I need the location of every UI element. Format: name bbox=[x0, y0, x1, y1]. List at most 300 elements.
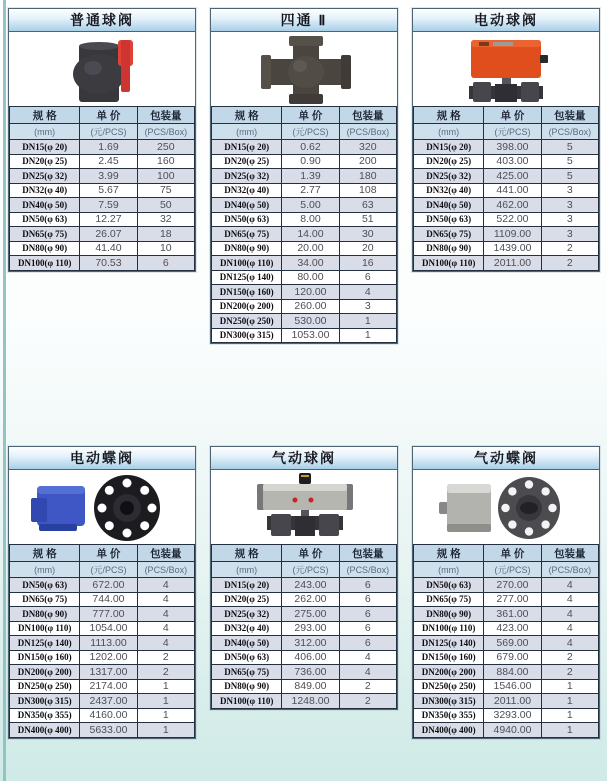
table-row bbox=[212, 227, 397, 242]
table-row bbox=[212, 314, 397, 329]
qty-cell: 4 bbox=[541, 607, 598, 622]
price-cell: 41.40 bbox=[80, 241, 137, 256]
electric-butterfly-valve-image bbox=[9, 470, 195, 544]
spec-cell: DN80(φ 90) bbox=[10, 241, 80, 256]
price-cell: 423.00 bbox=[484, 621, 541, 636]
spec-cell: DN80(φ 90) bbox=[212, 241, 282, 256]
table-row bbox=[10, 169, 195, 184]
table-row bbox=[414, 665, 599, 680]
spec-unit-header: (mm) bbox=[414, 124, 484, 140]
qty-unit-header: (PCS/Box) bbox=[339, 124, 396, 140]
spec-cell: DN125(φ 140) bbox=[10, 636, 80, 651]
qty-cell: 2 bbox=[541, 256, 598, 271]
qty-cell: 6 bbox=[339, 607, 396, 622]
table-row bbox=[10, 154, 195, 169]
qty-column-header: 包装量 bbox=[137, 107, 194, 124]
qty-cell: 3 bbox=[541, 198, 598, 213]
spec-cell: DN400(φ 400) bbox=[10, 723, 80, 738]
spec-cell: DN100(φ 110) bbox=[414, 256, 484, 271]
price-cell: 672.00 bbox=[80, 578, 137, 593]
panel-title: 电动球阀 bbox=[413, 9, 599, 32]
table-row bbox=[414, 198, 599, 213]
qty-unit-header: (PCS/Box) bbox=[541, 124, 598, 140]
price-cell: 530.00 bbox=[282, 314, 339, 329]
qty-cell: 6 bbox=[339, 270, 396, 285]
qty-cell: 1 bbox=[137, 708, 194, 723]
spec-column-header: 规 格 bbox=[10, 545, 80, 562]
spec-unit-header: (mm) bbox=[212, 562, 282, 578]
table-row bbox=[10, 708, 195, 723]
qty-cell: 1 bbox=[339, 314, 396, 329]
price-cell: 1202.00 bbox=[80, 650, 137, 665]
price-cell: 1.69 bbox=[80, 140, 137, 155]
product-photo bbox=[413, 32, 599, 106]
spec-cell: DN20(φ 25) bbox=[414, 154, 484, 169]
qty-cell: 32 bbox=[137, 212, 194, 227]
qty-cell: 6 bbox=[339, 621, 396, 636]
price-cell: 5.00 bbox=[282, 198, 339, 213]
spec-cell: DN200(φ 200) bbox=[10, 665, 80, 680]
table-row bbox=[10, 241, 195, 256]
spec-cell: DN350(φ 355) bbox=[10, 708, 80, 723]
table-row bbox=[414, 708, 599, 723]
qty-cell: 3 bbox=[339, 299, 396, 314]
spec-cell: DN250(φ 250) bbox=[10, 679, 80, 694]
qty-cell: 51 bbox=[339, 212, 396, 227]
qty-cell: 4 bbox=[339, 665, 396, 680]
panel-pneumatic-ball-valve bbox=[210, 446, 398, 710]
qty-column-header: 包装量 bbox=[541, 107, 598, 124]
panel-electric-ball-valve bbox=[412, 8, 600, 272]
table-row bbox=[212, 212, 397, 227]
table-row bbox=[414, 607, 599, 622]
panel-ordinary-ball-valve bbox=[8, 8, 196, 272]
price-unit-header: (元/PCS) bbox=[282, 562, 339, 578]
spec-cell: DN125(φ 140) bbox=[212, 270, 282, 285]
qty-cell: 1 bbox=[541, 694, 598, 709]
spec-cell: DN65(φ 75) bbox=[414, 592, 484, 607]
spec-cell: DN65(φ 75) bbox=[414, 227, 484, 242]
spec-cell: DN50(φ 63) bbox=[212, 212, 282, 227]
price-cell: 34.00 bbox=[282, 256, 339, 271]
spec-cell: DN350(φ 355) bbox=[414, 708, 484, 723]
qty-cell: 100 bbox=[137, 169, 194, 184]
pneumatic-butterfly-valve-image bbox=[413, 470, 599, 544]
table-row bbox=[212, 592, 397, 607]
table-row bbox=[212, 198, 397, 213]
spec-cell: DN65(φ 75) bbox=[212, 665, 282, 680]
price-table bbox=[413, 106, 599, 271]
qty-column-header: 包装量 bbox=[339, 107, 396, 124]
pneumatic-ball-valve-image bbox=[211, 470, 397, 544]
qty-unit-header: (PCS/Box) bbox=[339, 562, 396, 578]
qty-cell: 1 bbox=[541, 679, 598, 694]
qty-cell: 6 bbox=[339, 578, 396, 593]
price-cell: 425.00 bbox=[484, 169, 541, 184]
qty-unit-header: (PCS/Box) bbox=[137, 562, 194, 578]
spec-cell: DN25(φ 32) bbox=[10, 169, 80, 184]
spec-cell: DN65(φ 75) bbox=[212, 227, 282, 242]
price-cell: 262.00 bbox=[282, 592, 339, 607]
table-row bbox=[212, 140, 397, 155]
spec-cell: DN100(φ 110) bbox=[212, 256, 282, 271]
qty-column-header: 包装量 bbox=[541, 545, 598, 562]
price-unit-header: (元/PCS) bbox=[80, 562, 137, 578]
table-row bbox=[212, 169, 397, 184]
price-table bbox=[211, 544, 397, 709]
panel-electric-butterfly-valve bbox=[8, 446, 196, 739]
qty-cell: 5 bbox=[541, 169, 598, 184]
spec-cell: DN50(φ 63) bbox=[10, 578, 80, 593]
table-row bbox=[414, 578, 599, 593]
spec-cell: DN40(φ 50) bbox=[10, 198, 80, 213]
spec-cell: DN40(φ 50) bbox=[212, 198, 282, 213]
qty-cell: 5 bbox=[541, 154, 598, 169]
table-row bbox=[414, 694, 599, 709]
panel-title: 气动球阀 bbox=[211, 447, 397, 470]
spec-cell: DN80(φ 90) bbox=[414, 241, 484, 256]
spec-cell: DN25(φ 32) bbox=[212, 607, 282, 622]
spec-cell: DN250(φ 250) bbox=[212, 314, 282, 329]
qty-cell: 6 bbox=[137, 256, 194, 271]
table-row bbox=[212, 621, 397, 636]
price-cell: 406.00 bbox=[282, 650, 339, 665]
qty-cell: 6 bbox=[339, 636, 396, 651]
qty-cell: 2 bbox=[339, 679, 396, 694]
price-cell: 277.00 bbox=[484, 592, 541, 607]
price-cell: 3293.00 bbox=[484, 708, 541, 723]
price-cell: 1054.00 bbox=[80, 621, 137, 636]
panel-pneumatic-butterfly-valve bbox=[412, 446, 600, 739]
qty-cell: 4 bbox=[137, 621, 194, 636]
table-row bbox=[212, 154, 397, 169]
electric-ball-valve-image bbox=[413, 32, 599, 106]
table-row bbox=[212, 650, 397, 665]
price-unit-header: (元/PCS) bbox=[484, 124, 541, 140]
product-photo bbox=[211, 32, 397, 106]
price-cell: 8.00 bbox=[282, 212, 339, 227]
qty-cell: 4 bbox=[137, 592, 194, 607]
four-way-fitting-image bbox=[211, 32, 397, 106]
spec-cell: DN100(φ 110) bbox=[414, 621, 484, 636]
spec-cell: DN40(φ 50) bbox=[212, 636, 282, 651]
price-cell: 1109.00 bbox=[484, 227, 541, 242]
qty-cell: 1 bbox=[339, 328, 396, 343]
table-row bbox=[212, 270, 397, 285]
qty-cell: 1 bbox=[541, 723, 598, 738]
price-cell: 2174.00 bbox=[80, 679, 137, 694]
table-row bbox=[10, 212, 195, 227]
price-cell: 2011.00 bbox=[484, 694, 541, 709]
qty-cell: 50 bbox=[137, 198, 194, 213]
spec-cell: DN50(φ 63) bbox=[414, 578, 484, 593]
price-cell: 2.45 bbox=[80, 154, 137, 169]
qty-cell: 63 bbox=[339, 198, 396, 213]
table-row bbox=[10, 621, 195, 636]
price-cell: 884.00 bbox=[484, 665, 541, 680]
qty-cell: 160 bbox=[137, 154, 194, 169]
spec-cell: DN100(φ 110) bbox=[10, 256, 80, 271]
qty-column-header: 包装量 bbox=[137, 545, 194, 562]
table-row bbox=[10, 723, 195, 738]
spec-cell: DN65(φ 75) bbox=[10, 592, 80, 607]
spec-cell: DN80(φ 90) bbox=[212, 679, 282, 694]
table-row bbox=[10, 694, 195, 709]
panel-title: 普通球阀 bbox=[9, 9, 195, 32]
price-cell: 1439.00 bbox=[484, 241, 541, 256]
qty-cell: 4 bbox=[541, 592, 598, 607]
spec-cell: DN32(φ 40) bbox=[212, 621, 282, 636]
table-row bbox=[414, 592, 599, 607]
price-unit-header: (元/PCS) bbox=[80, 124, 137, 140]
qty-unit-header: (PCS/Box) bbox=[541, 562, 598, 578]
spec-cell: DN20(φ 25) bbox=[212, 592, 282, 607]
qty-cell: 20 bbox=[339, 241, 396, 256]
spec-cell: DN80(φ 90) bbox=[10, 607, 80, 622]
spec-cell: DN300(φ 315) bbox=[10, 694, 80, 709]
price-cell: 0.62 bbox=[282, 140, 339, 155]
table-row bbox=[414, 212, 599, 227]
spec-unit-header: (mm) bbox=[10, 124, 80, 140]
table-row bbox=[414, 650, 599, 665]
price-cell: 2011.00 bbox=[484, 256, 541, 271]
price-cell: 441.00 bbox=[484, 183, 541, 198]
spec-cell: DN25(φ 32) bbox=[212, 169, 282, 184]
table-row bbox=[212, 256, 397, 271]
spec-cell: DN20(φ 25) bbox=[10, 154, 80, 169]
price-cell: 12.27 bbox=[80, 212, 137, 227]
qty-cell: 2 bbox=[137, 665, 194, 680]
price-cell: 3.99 bbox=[80, 169, 137, 184]
table-row bbox=[10, 650, 195, 665]
price-cell: 80.00 bbox=[282, 270, 339, 285]
qty-cell: 75 bbox=[137, 183, 194, 198]
ordinary-ball-valve-image bbox=[9, 32, 195, 106]
qty-cell: 320 bbox=[339, 140, 396, 155]
price-cell: 1546.00 bbox=[484, 679, 541, 694]
qty-cell: 4 bbox=[339, 285, 396, 300]
spec-cell: DN100(φ 110) bbox=[10, 621, 80, 636]
table-row bbox=[10, 183, 195, 198]
price-table bbox=[413, 544, 599, 738]
price-cell: 736.00 bbox=[282, 665, 339, 680]
table-row bbox=[414, 227, 599, 242]
price-column-header: 单 价 bbox=[282, 107, 339, 124]
table-row bbox=[414, 679, 599, 694]
price-cell: 293.00 bbox=[282, 621, 339, 636]
product-photo bbox=[9, 470, 195, 544]
table-row bbox=[10, 578, 195, 593]
product-photo bbox=[413, 470, 599, 544]
table-row bbox=[414, 169, 599, 184]
price-cell: 403.00 bbox=[484, 154, 541, 169]
product-photo bbox=[9, 32, 195, 106]
price-cell: 2.77 bbox=[282, 183, 339, 198]
price-unit-header: (元/PCS) bbox=[484, 562, 541, 578]
panel-row-bottom bbox=[8, 446, 600, 739]
price-cell: 275.00 bbox=[282, 607, 339, 622]
spec-unit-header: (mm) bbox=[212, 124, 282, 140]
table-row bbox=[10, 256, 195, 271]
spec-column-header: 规 格 bbox=[10, 107, 80, 124]
price-cell: 14.00 bbox=[282, 227, 339, 242]
qty-cell: 1 bbox=[137, 723, 194, 738]
spec-cell: DN32(φ 40) bbox=[10, 183, 80, 198]
table-row bbox=[212, 285, 397, 300]
spec-cell: DN100(φ 110) bbox=[212, 694, 282, 709]
qty-cell: 1 bbox=[541, 708, 598, 723]
spec-cell: DN150(φ 160) bbox=[212, 285, 282, 300]
table-row bbox=[10, 636, 195, 651]
spec-cell: DN50(φ 63) bbox=[414, 212, 484, 227]
table-row bbox=[414, 140, 599, 155]
table-row bbox=[414, 621, 599, 636]
qty-cell: 4 bbox=[339, 650, 396, 665]
table-row bbox=[212, 578, 397, 593]
spec-cell: DN65(φ 75) bbox=[10, 227, 80, 242]
spec-cell: DN200(φ 200) bbox=[414, 665, 484, 680]
qty-cell: 4 bbox=[541, 636, 598, 651]
product-photo bbox=[211, 470, 397, 544]
table-row bbox=[414, 256, 599, 271]
spec-cell: DN40(φ 50) bbox=[414, 198, 484, 213]
table-row bbox=[212, 636, 397, 651]
price-unit-header: (元/PCS) bbox=[282, 124, 339, 140]
table-row bbox=[10, 607, 195, 622]
spec-cell: DN20(φ 25) bbox=[212, 154, 282, 169]
spec-unit-header: (mm) bbox=[414, 562, 484, 578]
price-cell: 1053.00 bbox=[282, 328, 339, 343]
qty-cell: 3 bbox=[541, 212, 598, 227]
qty-cell: 2 bbox=[339, 694, 396, 709]
table-row bbox=[10, 198, 195, 213]
table-row bbox=[212, 679, 397, 694]
panel-four-way-fitting bbox=[210, 8, 398, 344]
table-row bbox=[212, 241, 397, 256]
table-row bbox=[414, 241, 599, 256]
qty-cell: 180 bbox=[339, 169, 396, 184]
price-cell: 243.00 bbox=[282, 578, 339, 593]
spec-cell: DN15(φ 20) bbox=[10, 140, 80, 155]
price-cell: 522.00 bbox=[484, 212, 541, 227]
table-row bbox=[10, 679, 195, 694]
qty-cell: 2 bbox=[541, 241, 598, 256]
table-row bbox=[212, 607, 397, 622]
table-row bbox=[10, 665, 195, 680]
table-row bbox=[212, 299, 397, 314]
spec-cell: DN300(φ 315) bbox=[414, 694, 484, 709]
qty-cell: 4 bbox=[137, 578, 194, 593]
price-cell: 270.00 bbox=[484, 578, 541, 593]
price-cell: 1317.00 bbox=[80, 665, 137, 680]
qty-cell: 200 bbox=[339, 154, 396, 169]
price-cell: 398.00 bbox=[484, 140, 541, 155]
table-row bbox=[10, 227, 195, 242]
table-row bbox=[212, 183, 397, 198]
qty-cell: 3 bbox=[541, 183, 598, 198]
table-row bbox=[414, 154, 599, 169]
price-cell: 1113.00 bbox=[80, 636, 137, 651]
qty-cell: 30 bbox=[339, 227, 396, 242]
qty-cell: 4 bbox=[541, 621, 598, 636]
price-cell: 70.53 bbox=[80, 256, 137, 271]
price-cell: 4160.00 bbox=[80, 708, 137, 723]
table-row bbox=[212, 694, 397, 709]
panel-title: 四通 Ⅱ bbox=[211, 9, 397, 32]
spec-cell: DN300(φ 315) bbox=[212, 328, 282, 343]
spec-cell: DN32(φ 40) bbox=[414, 183, 484, 198]
price-cell: 7.59 bbox=[80, 198, 137, 213]
qty-cell: 4 bbox=[137, 636, 194, 651]
spec-cell: DN15(φ 20) bbox=[212, 140, 282, 155]
spec-column-header: 规 格 bbox=[212, 545, 282, 562]
spec-cell: DN200(φ 200) bbox=[212, 299, 282, 314]
qty-cell: 108 bbox=[339, 183, 396, 198]
price-column-header: 单 价 bbox=[484, 545, 541, 562]
table-row bbox=[212, 665, 397, 680]
spec-cell: DN25(φ 32) bbox=[414, 169, 484, 184]
spec-unit-header: (mm) bbox=[10, 562, 80, 578]
price-cell: 569.00 bbox=[484, 636, 541, 651]
qty-column-header: 包装量 bbox=[339, 545, 396, 562]
qty-cell: 1 bbox=[137, 679, 194, 694]
price-cell: 312.00 bbox=[282, 636, 339, 651]
spec-column-header: 规 格 bbox=[414, 545, 484, 562]
table-row bbox=[414, 183, 599, 198]
price-cell: 1.39 bbox=[282, 169, 339, 184]
spec-cell: DN400(φ 400) bbox=[414, 723, 484, 738]
qty-cell: 4 bbox=[541, 578, 598, 593]
panel-row-top bbox=[8, 8, 600, 344]
spec-cell: DN50(φ 63) bbox=[10, 212, 80, 227]
qty-unit-header: (PCS/Box) bbox=[137, 124, 194, 140]
table-row bbox=[10, 140, 195, 155]
price-column-header: 单 价 bbox=[484, 107, 541, 124]
price-column-header: 单 价 bbox=[282, 545, 339, 562]
price-column-header: 单 价 bbox=[80, 107, 137, 124]
qty-cell: 10 bbox=[137, 241, 194, 256]
spec-cell: DN15(φ 20) bbox=[212, 578, 282, 593]
price-column-header: 单 价 bbox=[80, 545, 137, 562]
qty-cell: 2 bbox=[137, 650, 194, 665]
qty-cell: 16 bbox=[339, 256, 396, 271]
panel-title: 电动蝶阀 bbox=[9, 447, 195, 470]
price-cell: 120.00 bbox=[282, 285, 339, 300]
spec-cell: DN150(φ 160) bbox=[10, 650, 80, 665]
price-cell: 26.07 bbox=[80, 227, 137, 242]
price-cell: 5.67 bbox=[80, 183, 137, 198]
spec-cell: DN15(φ 20) bbox=[414, 140, 484, 155]
price-cell: 679.00 bbox=[484, 650, 541, 665]
qty-cell: 250 bbox=[137, 140, 194, 155]
price-cell: 1248.00 bbox=[282, 694, 339, 709]
spec-cell: DN50(φ 63) bbox=[212, 650, 282, 665]
left-accent-strip bbox=[3, 0, 6, 781]
price-cell: 260.00 bbox=[282, 299, 339, 314]
price-cell: 4940.00 bbox=[484, 723, 541, 738]
spec-column-header: 规 格 bbox=[212, 107, 282, 124]
price-cell: 5633.00 bbox=[80, 723, 137, 738]
table-row bbox=[212, 328, 397, 343]
price-cell: 462.00 bbox=[484, 198, 541, 213]
spec-cell: DN32(φ 40) bbox=[212, 183, 282, 198]
price-cell: 20.00 bbox=[282, 241, 339, 256]
qty-cell: 1 bbox=[137, 694, 194, 709]
spec-cell: DN250(φ 250) bbox=[414, 679, 484, 694]
table-row bbox=[414, 636, 599, 651]
qty-cell: 18 bbox=[137, 227, 194, 242]
price-cell: 849.00 bbox=[282, 679, 339, 694]
